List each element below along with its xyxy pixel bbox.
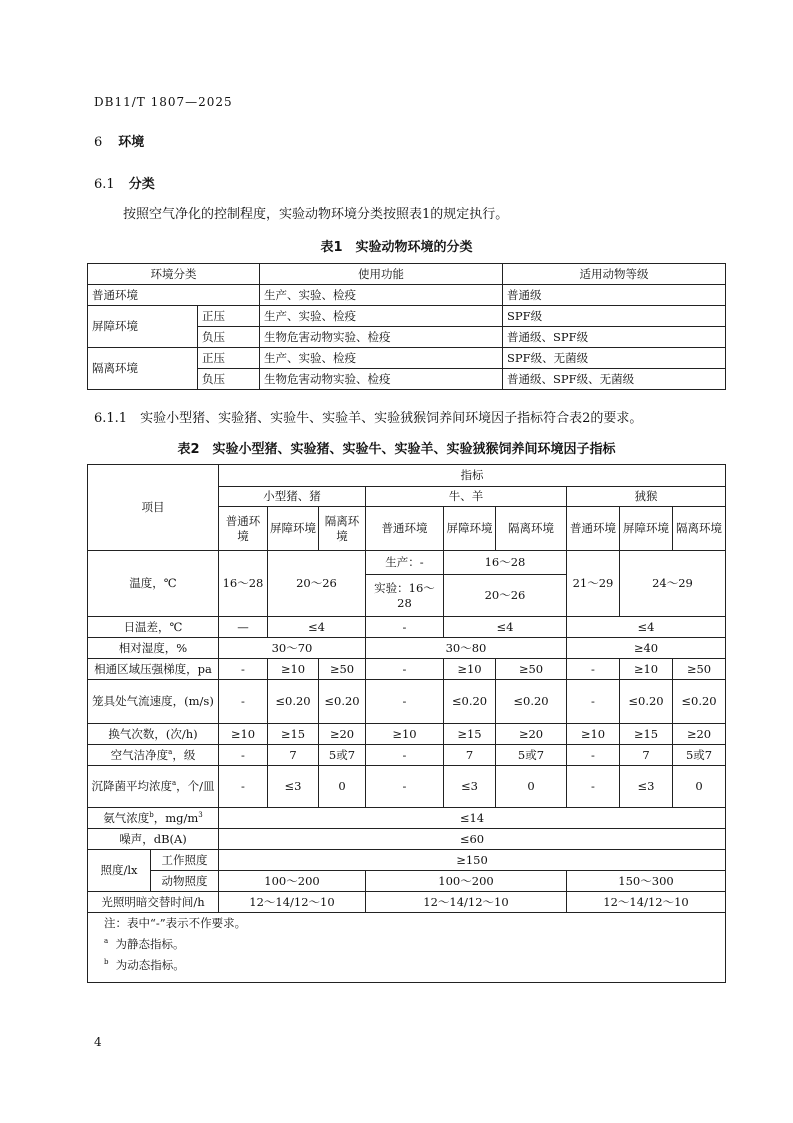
- table-cell: ≤0.20: [673, 680, 726, 724]
- header-cell: 普通环境: [219, 507, 268, 551]
- note-1: 注：表中“-”表示不作要求。: [104, 916, 247, 930]
- footnote-marker: a: [171, 779, 177, 788]
- footnote-marker: a: [168, 747, 173, 756]
- table-cell: ≤4: [444, 617, 567, 638]
- table-cell: 5或7: [673, 745, 726, 766]
- section-title: 分类: [128, 177, 155, 192]
- table-cell: -: [567, 766, 620, 808]
- table-cell: -: [366, 659, 444, 680]
- table-cell: 生产、实验、检疫: [260, 285, 503, 306]
- row-label: [88, 745, 219, 766]
- header-cell: 屏障环境: [268, 507, 319, 551]
- header-cell: 环境分类: [88, 264, 260, 285]
- table-cell: ≥15: [268, 724, 319, 745]
- table-cell: ≥20: [673, 724, 726, 745]
- table-cell: 30～80: [366, 638, 567, 659]
- note-text: 为动态指标。: [115, 958, 185, 972]
- table-cell: 16～28: [444, 551, 567, 575]
- table-row: [88, 724, 726, 745]
- table-cell: 0: [673, 766, 726, 808]
- table-cell: 普通级、SPF级、无菌级: [503, 369, 726, 390]
- table-cell: -: [219, 680, 268, 724]
- table-cell: ≤60: [219, 829, 726, 850]
- table-row: [88, 829, 726, 850]
- table-row: [88, 659, 726, 680]
- header-cell: 小型猪、猪: [219, 487, 366, 507]
- table-cell: —: [219, 617, 268, 638]
- table-cell: 150～300: [567, 871, 726, 892]
- table-cell: 16～28: [219, 551, 268, 617]
- table-cell: ≥15: [620, 724, 673, 745]
- table-cell: 实验：16～28: [366, 575, 444, 617]
- table-cell: ≤3: [268, 766, 319, 808]
- section-number: 6: [94, 135, 103, 150]
- table-cell: ≥10: [268, 659, 319, 680]
- table-cell: 生物危害动物实验、检疫: [260, 327, 503, 348]
- paragraph-classification: 按照空气净化的控制程度，实验动物环境分类按照表1的规定执行。: [123, 207, 509, 222]
- section-6-1-heading: [94, 173, 155, 192]
- table-cell: 12～14/12～10: [366, 892, 567, 913]
- row-label: [88, 808, 219, 829]
- note-3: [90, 955, 723, 976]
- table-cell: -: [366, 617, 444, 638]
- header-cell: 隔离环境: [319, 507, 366, 551]
- table-cell: ≥40: [567, 638, 726, 659]
- footnote-marker: b: [149, 810, 154, 819]
- table-cell: ≤0.20: [620, 680, 673, 724]
- table-cell: -: [219, 745, 268, 766]
- table-cell: ≥150: [219, 850, 726, 871]
- table-row: [88, 871, 726, 892]
- table-row: [88, 850, 726, 871]
- table1-caption: 表1 实验动物环境的分类: [320, 240, 473, 255]
- row-label: 换气次数，(次/h): [88, 724, 219, 745]
- table-cell: 21～29: [567, 551, 620, 617]
- table-notes: [88, 913, 726, 983]
- table-cell: ≤4: [268, 617, 366, 638]
- table-row: [88, 766, 726, 808]
- label-suffix: ，mg/m: [153, 810, 199, 825]
- table-cell: ≤14: [219, 808, 726, 829]
- header-cell: 适用动物等级: [503, 264, 726, 285]
- table-row: [88, 745, 726, 766]
- row-label: 噪声，dB(A): [88, 829, 219, 850]
- table-cell: ≥10: [366, 724, 444, 745]
- label-text: 沉降菌平均浓度: [91, 779, 172, 793]
- table-row: [88, 617, 726, 638]
- table-cell: 正压: [198, 348, 260, 369]
- table-cell: -: [366, 680, 444, 724]
- header-cell: 普通环境: [567, 507, 620, 551]
- row-label: 温度，℃: [88, 551, 219, 617]
- table-cell: ≥10: [567, 724, 620, 745]
- table-row: [88, 348, 726, 369]
- section-title: 环境: [118, 135, 145, 150]
- table-cell: 24～29: [620, 551, 726, 617]
- table-cell: 12～14/12～10: [567, 892, 726, 913]
- table-row: [88, 638, 726, 659]
- table-cell: 正压: [198, 306, 260, 327]
- table-cell: 7: [444, 745, 496, 766]
- header-cell: 隔离环境: [673, 507, 726, 551]
- table-cell: ≥10: [620, 659, 673, 680]
- table-cell: -: [219, 766, 268, 808]
- table-cell: ≥20: [319, 724, 366, 745]
- table-environment-indicators: [87, 464, 726, 983]
- table-row: [88, 892, 726, 913]
- header-cell: 狨猴: [567, 487, 726, 507]
- table-cell: -: [366, 745, 444, 766]
- table-cell: 负压: [198, 327, 260, 348]
- table-cell: -: [567, 659, 620, 680]
- table-cell: 生产、实验、检疫: [260, 348, 503, 369]
- header-cell: 牛、羊: [366, 487, 567, 507]
- row-sublabel: 工作照度: [151, 850, 219, 871]
- table-cell: ≥50: [673, 659, 726, 680]
- table-cell: 普通环境: [88, 285, 260, 306]
- table-cell: 普通级、SPF级: [503, 327, 726, 348]
- table-cell: -: [366, 766, 444, 808]
- table-row: [88, 306, 726, 327]
- table-cell: 12～14/12～10: [219, 892, 366, 913]
- table-cell: 隔离环境: [88, 348, 198, 390]
- header-cell: 隔离环境: [496, 507, 567, 551]
- table-cell: 7: [620, 745, 673, 766]
- row-label: [88, 766, 219, 808]
- header-cell: 指标: [219, 465, 726, 487]
- row-label: 光照明暗交替时间/h: [88, 892, 219, 913]
- table-cell: 生产：-: [366, 551, 444, 575]
- table-cell: 7: [268, 745, 319, 766]
- table-row: [88, 808, 726, 829]
- table-cell: -: [219, 659, 268, 680]
- header-cell: 普通环境: [366, 507, 444, 551]
- table-cell: 屏障环境: [88, 306, 198, 348]
- label-text: 氨气浓度: [103, 810, 150, 825]
- table-cell: ≤0.20: [444, 680, 496, 724]
- row-label: 相通区域压强梯度，pa: [88, 659, 219, 680]
- table-cell: SPF级: [503, 306, 726, 327]
- table-cell: 100～200: [366, 871, 567, 892]
- table-cell: -: [567, 745, 620, 766]
- table-cell: ≤0.20: [268, 680, 319, 724]
- table-cell: ≤3: [620, 766, 673, 808]
- table-cell: 20～26: [268, 551, 366, 617]
- table-environment-classification: [87, 263, 726, 390]
- label-text: 空气洁净度: [110, 747, 169, 762]
- table-notes-row: [88, 913, 726, 983]
- table-cell: ≥10: [444, 659, 496, 680]
- table-cell: ≥20: [496, 724, 567, 745]
- table-cell: ≥15: [444, 724, 496, 745]
- unit-superscript: 3: [198, 810, 203, 819]
- footnote-marker: a: [104, 937, 109, 946]
- table-cell: 生物危害动物实验、检疫: [260, 369, 503, 390]
- table-row: [88, 285, 726, 306]
- paragraph-6-1-1: 6.1.1 实验小型猪、实验猪、实验牛、实验羊、实验狨猴饲养间环境因子指标符合表2的要求。: [94, 411, 643, 426]
- table-cell: ≥50: [496, 659, 567, 680]
- table-cell: 负压: [198, 369, 260, 390]
- note-2: [90, 934, 723, 955]
- table-cell: 30～70: [219, 638, 366, 659]
- row-sublabel: 动物照度: [151, 871, 219, 892]
- row-label: 照度/lx: [88, 850, 151, 892]
- row-label: 日温差，℃: [88, 617, 219, 638]
- table-cell: 生产、实验、检疫: [260, 306, 503, 327]
- table-cell: 20～26: [444, 575, 567, 617]
- table-cell: 0: [319, 766, 366, 808]
- table-cell: ≤0.20: [319, 680, 366, 724]
- label-suffix: ，级: [172, 747, 196, 762]
- header-cell: 项目: [88, 465, 219, 551]
- table-cell: 5或7: [496, 745, 567, 766]
- table-row: [88, 551, 726, 575]
- footnote-marker: b: [104, 958, 109, 967]
- table-cell: SPF级、无菌级: [503, 348, 726, 369]
- label-suffix: ，个/皿: [176, 779, 215, 793]
- table-cell: 5或7: [319, 745, 366, 766]
- table-cell: 0: [496, 766, 567, 808]
- row-label: 相对湿度，%: [88, 638, 219, 659]
- table-cell: 普通级: [503, 285, 726, 306]
- page-number: 4: [94, 1035, 102, 1049]
- table-cell: 100～200: [219, 871, 366, 892]
- header-cell: 屏障环境: [620, 507, 673, 551]
- table-cell: ≥50: [319, 659, 366, 680]
- table-cell: ≥10: [219, 724, 268, 745]
- note-text: 为静态指标。: [115, 937, 185, 951]
- table2-caption: 表2 实验小型猪、实验猪、实验牛、实验羊、实验狨猴饲养间环境因子指标: [177, 442, 616, 457]
- table-cell: ≤3: [444, 766, 496, 808]
- table-cell: ≤0.20: [496, 680, 567, 724]
- header-cell: 屏障环境: [444, 507, 496, 551]
- document-code: DB11/T 1807—2025: [94, 95, 233, 109]
- table-header-row: [88, 465, 726, 487]
- table-cell: ≤4: [567, 617, 726, 638]
- header-cell: 使用功能: [260, 264, 503, 285]
- table-header-row: [88, 264, 726, 285]
- table-row: [88, 680, 726, 724]
- section-6-heading: [94, 131, 144, 150]
- row-label: 笼具处气流速度，(m/s): [88, 680, 219, 724]
- table-cell: -: [567, 680, 620, 724]
- section-number: 6.1: [94, 177, 115, 192]
